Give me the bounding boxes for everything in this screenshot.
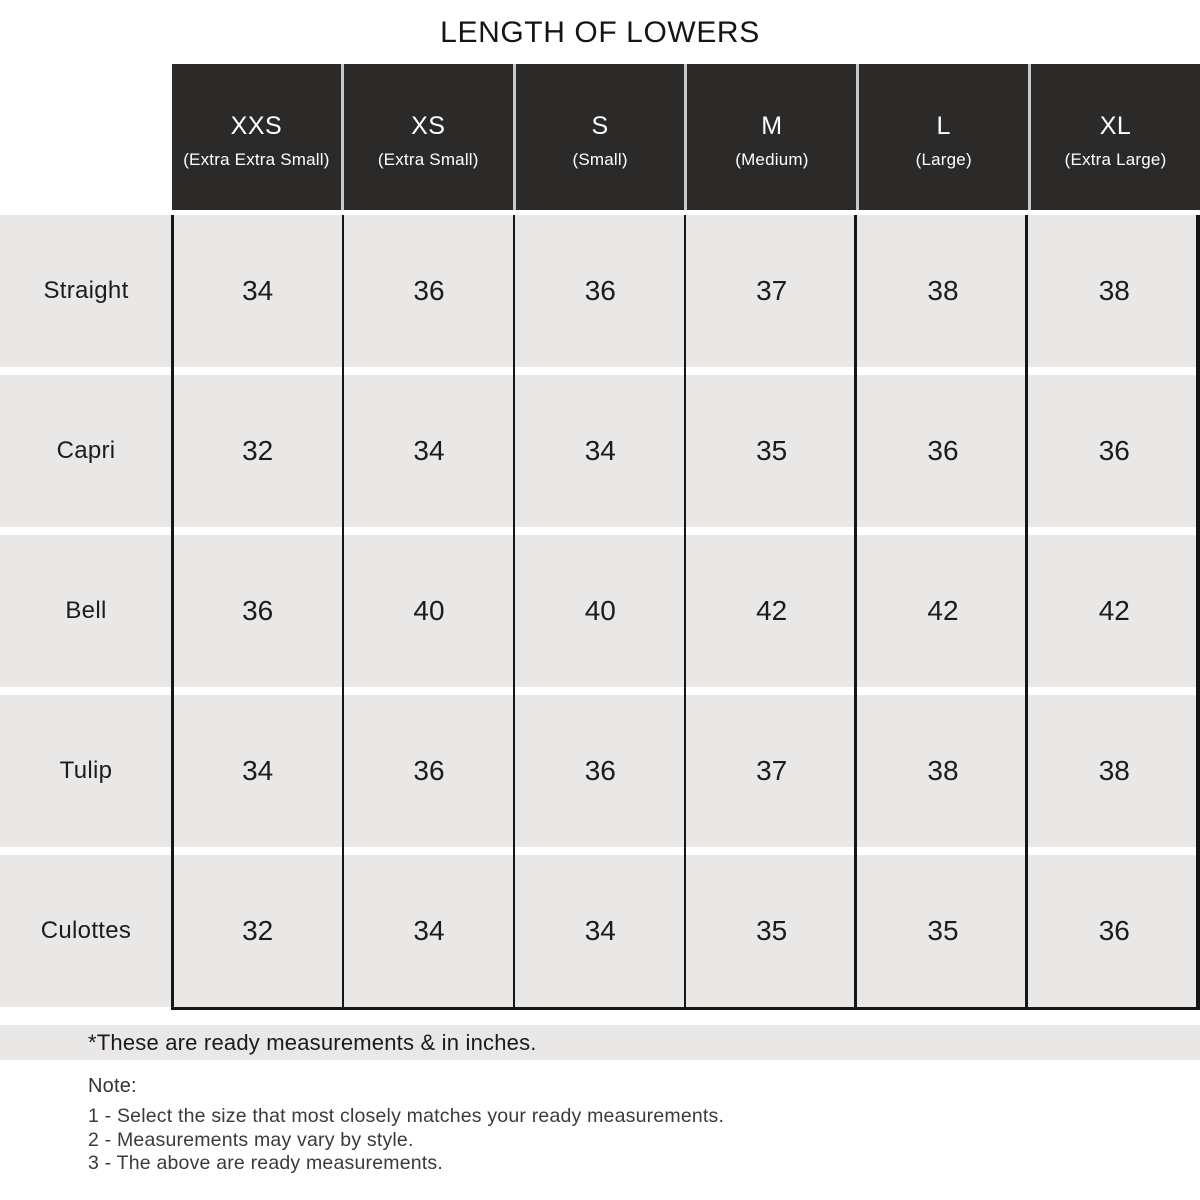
- value-cell: 35: [686, 855, 857, 1007]
- value-cell: 40: [515, 535, 686, 687]
- value-cell: 38: [857, 215, 1028, 367]
- column-size-code: XS: [411, 112, 446, 140]
- value-cell: 36: [172, 535, 343, 687]
- row-label: Capri: [0, 375, 172, 527]
- value-cell: 36: [343, 215, 514, 367]
- value-cell: 34: [515, 375, 686, 527]
- header-spacer: [0, 64, 172, 210]
- column-size-label: (Extra Small): [377, 150, 479, 169]
- value-cell: 36: [1029, 375, 1200, 527]
- value-cell: 35: [686, 375, 857, 527]
- column-size-code: S: [591, 112, 609, 140]
- table-bottom-border: [171, 1007, 1200, 1010]
- column-header-xs: [341, 64, 513, 210]
- value-cell: 36: [515, 695, 686, 847]
- column-header-l: [856, 64, 1028, 210]
- note-list: [88, 1105, 1200, 1176]
- column-header-m: [684, 64, 856, 210]
- value-cell: 37: [686, 695, 857, 847]
- column-size-label: (Extra Large): [1064, 150, 1167, 169]
- value-cell: 32: [172, 375, 343, 527]
- column-size-label: (Large): [915, 150, 972, 169]
- note-item: 3 - The above are ready measurements.: [88, 1152, 443, 1174]
- table-grid-line: [1025, 215, 1028, 1010]
- column-size-code: XL: [1099, 112, 1132, 140]
- table-grid-line: [854, 215, 857, 1010]
- value-cell: 40: [343, 535, 514, 687]
- column-header-s: [513, 64, 685, 210]
- footnote-band: [0, 1025, 1200, 1060]
- table-body: [0, 215, 1200, 1010]
- row-label: Straight: [0, 215, 172, 367]
- value-cell: 42: [1029, 535, 1200, 687]
- value-cell: 36: [343, 695, 514, 847]
- value-cell: 34: [172, 215, 343, 367]
- table-grid-line: [513, 215, 516, 1010]
- column-size-code: XXS: [230, 112, 283, 140]
- value-cell: 34: [515, 855, 686, 1007]
- table-row: [0, 855, 1200, 1007]
- value-cell: 37: [686, 215, 857, 367]
- value-cell: 38: [1029, 695, 1200, 847]
- table-grid-line: [684, 215, 687, 1010]
- column-size-label: (Extra Extra Small): [183, 150, 330, 169]
- table-header-row: [0, 64, 1200, 210]
- row-label: Bell: [0, 535, 172, 687]
- table-grid-line: [1196, 215, 1200, 1010]
- value-cell: 38: [857, 695, 1028, 847]
- row-label: Tulip: [0, 695, 172, 847]
- column-size-label: (Medium): [735, 150, 809, 169]
- column-size-code: L: [936, 112, 951, 140]
- value-cell: 36: [857, 375, 1028, 527]
- note-block: [88, 1075, 1200, 1176]
- note-item: 1 - Select the size that most closely matches your ready measurements.: [88, 1105, 725, 1127]
- table-grid-line: [171, 215, 174, 1010]
- value-cell: 34: [343, 855, 514, 1007]
- value-cell: 34: [343, 375, 514, 527]
- value-cell: 35: [857, 855, 1028, 1007]
- table-row: [0, 535, 1200, 687]
- table-row: [0, 695, 1200, 847]
- row-label: Culottes: [0, 855, 172, 1007]
- column-header-xl: [1028, 64, 1200, 210]
- table-row: [0, 215, 1200, 367]
- size-table: [0, 64, 1200, 1010]
- column-header-xxs: [172, 64, 341, 210]
- value-cell: 42: [857, 535, 1028, 687]
- page-title: LENGTH OF LOWERS: [440, 16, 760, 49]
- note-heading: Note:: [88, 1075, 137, 1097]
- value-cell: 32: [172, 855, 343, 1007]
- value-cell: 38: [1029, 215, 1200, 367]
- table-row: [0, 375, 1200, 527]
- value-cell: 36: [1029, 855, 1200, 1007]
- value-cell: 34: [172, 695, 343, 847]
- table-grid-line: [342, 215, 345, 1010]
- footnote-text: *These are ready measurements & in inches.: [88, 1029, 537, 1055]
- note-item: 2 - Measurements may vary by style.: [88, 1128, 414, 1151]
- value-cell: 36: [515, 215, 686, 367]
- column-size-code: M: [761, 112, 783, 140]
- column-size-label: (Small): [572, 150, 628, 169]
- value-cell: 42: [686, 535, 857, 687]
